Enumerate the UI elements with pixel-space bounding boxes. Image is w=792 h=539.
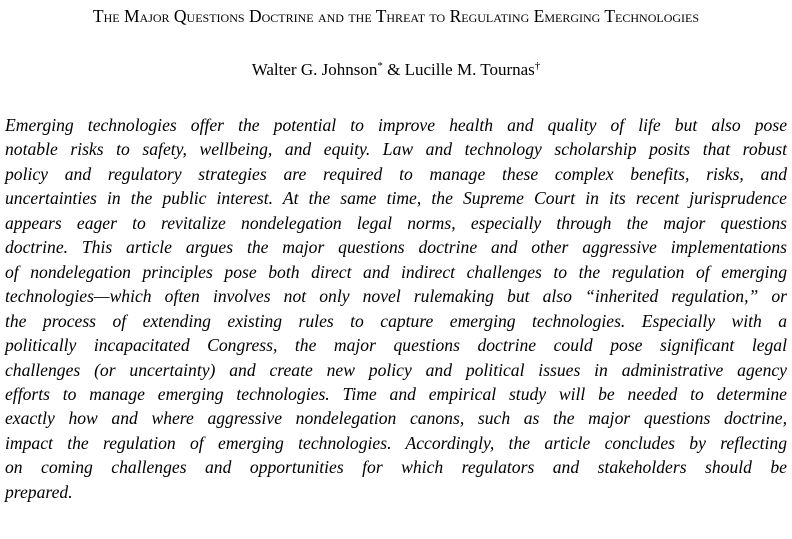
- abstract-line: the process of extending existing rules to capture emerging technologies. Especially with a: [5, 310, 787, 331]
- abstract-line: uncertainties in the public interest. At the same time, the Supreme Court in its recent jurisprudence: [5, 188, 787, 209]
- abstract-line: of nondelegation principles pose both direct and indirect challenges to the regulation of emerging: [5, 261, 787, 282]
- abstract: [5, 113, 787, 504]
- abstract-line: politically incapacitated Congress, the major questions doctrine could pose significant legal: [5, 335, 787, 356]
- abstract-line: appears eager to revitalize nondelegation legal norms, especially through the major questions: [5, 212, 787, 233]
- abstract-line: exactly how and where aggressive nondelegation canons, such as the major questions doctrine,: [5, 408, 787, 429]
- abstract-line: Emerging technologies offer the potential to improve health and quality of life but also pose: [5, 115, 787, 135]
- abstract-line: challenges (or uncertainty) and create new policy and political issues in administrative agency: [5, 359, 787, 380]
- abstract-line: doctrine. This article argues the major questions doctrine and other aggressive implementations: [5, 237, 787, 258]
- author-line: [0, 60, 792, 80]
- abstract-line: impact the regulation of emerging technologies. Accordingly, the article concludes by reflecting: [5, 432, 787, 453]
- abstract-line: prepared.: [5, 481, 73, 502]
- paper-title: The Major Questions Doctrine and the Threat to Regulating Emerging Technologies: [92, 6, 700, 26]
- author-footnote-mark: *: [377, 60, 383, 72]
- author-footnote-mark: †: [534, 60, 541, 72]
- abstract-line: technologies—which often involves not only novel rulemaking but also “inherited regulation,” or: [5, 286, 787, 307]
- author-name: Lucille M. Tournas: [404, 60, 535, 79]
- author-separator: &: [382, 60, 405, 79]
- abstract-line: policy and regulatory strategies are required to manage these complex benefits, risks, and: [5, 163, 787, 184]
- abstract-line: efforts to manage emerging technologies. Time and empirical study will be needed to determine: [5, 383, 787, 404]
- author-name: Walter G. Johnson: [251, 60, 378, 79]
- abstract-line: notable risks to safety, wellbeing, and equity. Law and technology scholarship posits that robust: [5, 139, 787, 160]
- abstract-line: on coming challenges and opportunities for which regulators and stakeholders should be: [5, 457, 787, 478]
